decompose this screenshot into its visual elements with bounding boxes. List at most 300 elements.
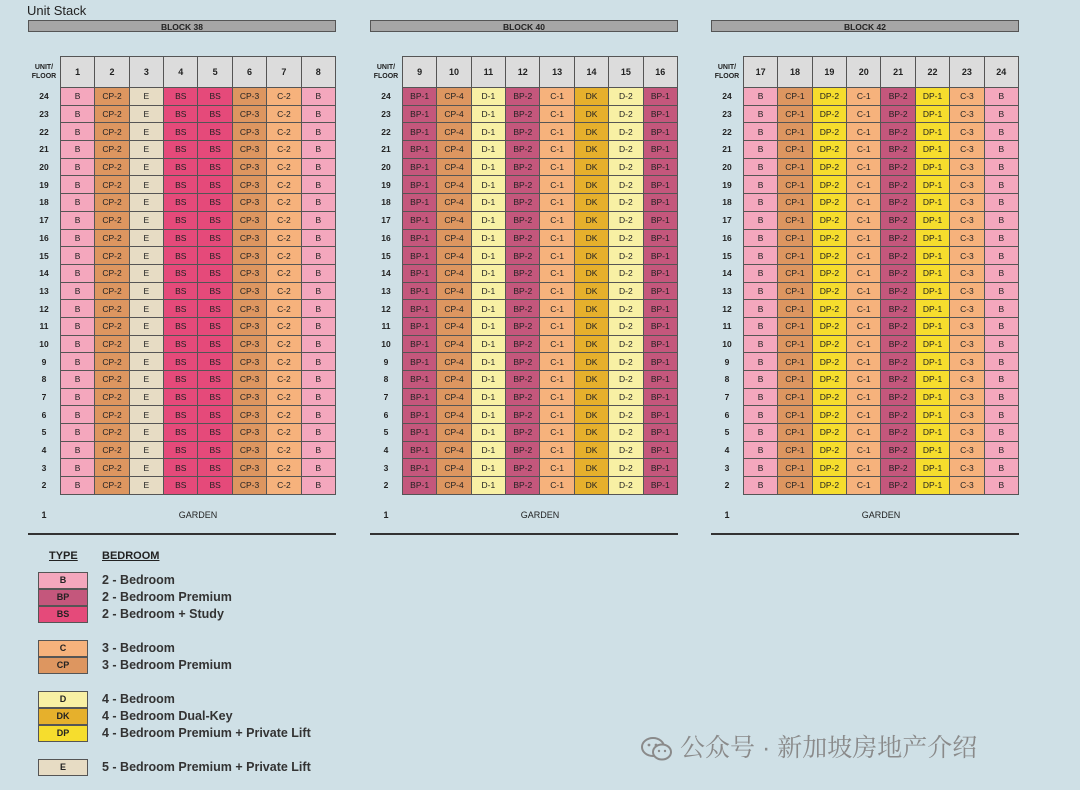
unit-cell: BP-2: [881, 88, 915, 106]
unit-cell: B: [60, 88, 94, 106]
unit-cell: BS: [164, 194, 198, 212]
unit-cell: CP-1: [778, 477, 812, 495]
unit-cell: B: [743, 158, 777, 176]
unit-cell: DK: [574, 141, 608, 159]
unit-cell: D-1: [471, 353, 505, 371]
unit-cell: CP-1: [778, 388, 812, 406]
floor-label: 14: [381, 268, 391, 279]
unit-cell: B: [60, 371, 94, 389]
unit-cell: CP-1: [778, 88, 812, 106]
unit-cell: DK: [574, 229, 608, 247]
unit-cell: CP-4: [437, 247, 471, 265]
floor-label: 4: [41, 445, 47, 456]
unit-cell: C-1: [540, 247, 574, 265]
unit-cell: C-3: [950, 141, 984, 159]
unit-cell: BP-1: [643, 317, 677, 335]
table-row: [711, 406, 1019, 424]
table-row: [370, 247, 678, 265]
unit-cell: B: [60, 335, 94, 353]
unit-cell: BP-1: [643, 141, 677, 159]
unit-cell: B: [984, 264, 1018, 282]
unit-cell: C-1: [847, 335, 881, 353]
floor-label: 5: [383, 427, 389, 438]
unit-cell: CP-2: [95, 282, 129, 300]
floor-label: 23: [722, 109, 732, 120]
unit-cell: B: [60, 300, 94, 318]
table-row: [28, 441, 336, 459]
unit-cell: B: [301, 211, 335, 229]
unit-cell: CP-3: [232, 282, 266, 300]
unit-cell: E: [129, 317, 163, 335]
table-row: [28, 105, 336, 123]
legend-bedroom-header: BEDROOM: [102, 550, 160, 562]
unit-cell: DP-1: [915, 406, 949, 424]
floor-label: 7: [724, 392, 730, 403]
unit-cell: C-1: [540, 123, 574, 141]
unit-cell: D-2: [609, 105, 643, 123]
unit-cell: CP-2: [95, 88, 129, 106]
unit-cell: DP-1: [915, 123, 949, 141]
unit-cell: D-1: [471, 88, 505, 106]
unit-cell: BP-2: [506, 88, 540, 106]
unit-cell: B: [984, 477, 1018, 495]
unit-cell: BP-2: [881, 194, 915, 212]
unit-cell: CP-1: [778, 459, 812, 477]
unit-cell: E: [129, 300, 163, 318]
unit-cell: CP-4: [437, 264, 471, 282]
garden-divider: [711, 533, 1019, 535]
unit-cell: C-1: [540, 194, 574, 212]
table-row: [370, 441, 678, 459]
floor-label: 6: [41, 409, 47, 420]
unit-cell: CP-3: [232, 477, 266, 495]
watermark: [640, 728, 977, 764]
unit-cell: B: [743, 105, 777, 123]
unit-cell: CP-3: [232, 176, 266, 194]
unit-cell: DP-1: [915, 477, 949, 495]
unit-cell: CP-3: [232, 371, 266, 389]
unit-cell: B: [743, 459, 777, 477]
legend-swatch: E: [38, 759, 88, 776]
unit-cell: B: [743, 441, 777, 459]
legend-label: 3 - Bedroom Premium: [102, 658, 232, 672]
unit-cell: E: [129, 406, 163, 424]
unit-cell: CP-1: [778, 441, 812, 459]
unit-cell: BP-2: [506, 424, 540, 442]
unit-cell: CP-3: [232, 441, 266, 459]
unit-cell: B: [301, 300, 335, 318]
table-row: [28, 88, 336, 106]
unit-cell: DK: [574, 388, 608, 406]
block-title: BLOCK 38: [28, 20, 336, 32]
unit-cell: D-2: [609, 247, 643, 265]
table-row: [711, 229, 1019, 247]
unit-cell: BP-1: [402, 406, 436, 424]
unit-cell: C-2: [267, 459, 301, 477]
unit-cell: CP-2: [95, 176, 129, 194]
table-row: [370, 353, 678, 371]
unit-cell: CP-4: [437, 300, 471, 318]
unit-cell: B: [301, 247, 335, 265]
unit-cell: C-2: [267, 88, 301, 106]
unit-cell: BS: [164, 105, 198, 123]
unit-cell: BS: [164, 441, 198, 459]
table-row: [28, 371, 336, 389]
unit-cell: BP-1: [643, 247, 677, 265]
legend-label: 4 - Bedroom: [102, 692, 175, 706]
unit-header: 5: [198, 57, 232, 88]
unit-cell: BS: [164, 388, 198, 406]
unit-cell: B: [301, 158, 335, 176]
unit-cell: BP-1: [402, 264, 436, 282]
unit-cell: BP-2: [506, 335, 540, 353]
unit-cell: C-1: [847, 477, 881, 495]
unit-cell: D-2: [609, 406, 643, 424]
unit-cell: BP-1: [643, 123, 677, 141]
unit-cell: DP-1: [915, 459, 949, 477]
unit-cell: B: [301, 335, 335, 353]
unit-cell: E: [129, 105, 163, 123]
unit-cell: BS: [198, 335, 232, 353]
unit-cell: DP-1: [915, 229, 949, 247]
unit-cell: C-1: [540, 105, 574, 123]
unit-cell: DP-2: [812, 123, 846, 141]
unit-cell: B: [984, 300, 1018, 318]
unit-cell: BS: [198, 459, 232, 477]
unit-floor-header: [370, 57, 402, 88]
unit-cell: BS: [198, 141, 232, 159]
unit-cell: B: [60, 317, 94, 335]
unit-cell: B: [60, 211, 94, 229]
unit-cell: B: [60, 282, 94, 300]
unit-cell: DP-2: [812, 300, 846, 318]
unit-cell: DK: [574, 300, 608, 318]
unit-cell: CP-4: [437, 123, 471, 141]
unit-cell: B: [743, 353, 777, 371]
table-row: [711, 123, 1019, 141]
unit-cell: CP-4: [437, 176, 471, 194]
legend-type-header: TYPE: [49, 550, 78, 562]
unit-cell: DP-1: [915, 247, 949, 265]
table-row: [370, 141, 678, 159]
unit-cell: CP-4: [437, 105, 471, 123]
floor-label: 8: [383, 374, 389, 385]
unit-cell: CP-2: [95, 317, 129, 335]
floor-label: 11: [39, 321, 49, 332]
unit-cell: D-2: [609, 441, 643, 459]
unit-header: 8: [301, 57, 335, 88]
unit-floor-header-line: UNIT/: [34, 64, 54, 71]
unit-cell: DP-2: [812, 88, 846, 106]
unit-cell: D-2: [609, 88, 643, 106]
unit-cell: BP-2: [506, 211, 540, 229]
table-row: [711, 335, 1019, 353]
unit-cell: DP-1: [915, 388, 949, 406]
unit-cell: B: [301, 424, 335, 442]
unit-cell: D-2: [609, 211, 643, 229]
unit-cell: C-3: [950, 317, 984, 335]
unit-cell: B: [984, 371, 1018, 389]
floor-label: 10: [722, 338, 732, 349]
unit-cell: C-1: [540, 300, 574, 318]
table-row: [711, 211, 1019, 229]
unit-cell: C-3: [950, 388, 984, 406]
unit-cell: BP-2: [506, 264, 540, 282]
table-row: [28, 388, 336, 406]
unit-cell: BP-1: [402, 371, 436, 389]
unit-cell: CP-2: [95, 459, 129, 477]
unit-cell: B: [984, 441, 1018, 459]
unit-cell: CP-3: [232, 317, 266, 335]
floor-label: 4: [383, 445, 389, 456]
unit-cell: D-2: [609, 194, 643, 212]
unit-cell: BP-2: [881, 459, 915, 477]
unit-cell: BP-2: [506, 194, 540, 212]
unit-cell: C-1: [540, 229, 574, 247]
unit-cell: C-3: [950, 264, 984, 282]
unit-cell: BS: [164, 123, 198, 141]
unit-cell: B: [984, 229, 1018, 247]
garden-label: GARDEN: [178, 510, 218, 520]
unit-cell: BP-2: [881, 441, 915, 459]
floor-label: 2: [41, 480, 47, 491]
unit-cell: D-1: [471, 229, 505, 247]
unit-cell: C-1: [847, 88, 881, 106]
unit-cell: CP-4: [437, 211, 471, 229]
unit-cell: D-2: [609, 123, 643, 141]
unit-cell: BP-2: [506, 353, 540, 371]
floor-label: 3: [41, 462, 47, 473]
unit-cell: B: [984, 459, 1018, 477]
unit-cell: DP-1: [915, 211, 949, 229]
unit-cell: E: [129, 211, 163, 229]
unit-cell: B: [984, 247, 1018, 265]
unit-cell: B: [301, 441, 335, 459]
unit-cell: B: [60, 176, 94, 194]
unit-cell: CP-4: [437, 477, 471, 495]
unit-cell: B: [301, 141, 335, 159]
unit-cell: C-3: [950, 123, 984, 141]
unit-cell: DK: [574, 477, 608, 495]
unit-cell: C-3: [950, 176, 984, 194]
unit-cell: C-1: [847, 247, 881, 265]
unit-cell: C-3: [950, 424, 984, 442]
unit-cell: C-2: [267, 371, 301, 389]
unit-cell: B: [60, 388, 94, 406]
unit-cell: B: [984, 105, 1018, 123]
unit-cell: C-1: [847, 371, 881, 389]
unit-cell: BS: [164, 424, 198, 442]
unit-cell: BS: [164, 300, 198, 318]
table-row: [711, 176, 1019, 194]
legend-swatch: BS: [38, 606, 88, 623]
unit-cell: B: [301, 194, 335, 212]
unit-cell: CP-1: [778, 211, 812, 229]
table-row: [370, 229, 678, 247]
table-row: [370, 424, 678, 442]
unit-cell: CP-4: [437, 88, 471, 106]
unit-cell: DK: [574, 424, 608, 442]
unit-cell: BP-2: [881, 247, 915, 265]
unit-cell: DP-2: [812, 247, 846, 265]
unit-cell: D-1: [471, 406, 505, 424]
unit-cell: C-1: [540, 158, 574, 176]
unit-floor-header-line: FLOOR: [373, 73, 399, 80]
unit-cell: CP-4: [437, 317, 471, 335]
unit-cell: BP-2: [881, 264, 915, 282]
floor-label: 22: [722, 126, 732, 137]
unit-cell: DP-1: [915, 335, 949, 353]
unit-cell: DP-2: [812, 141, 846, 159]
unit-cell: BS: [198, 105, 232, 123]
unit-cell: B: [743, 406, 777, 424]
unit-cell: B: [60, 406, 94, 424]
unit-cell: BS: [198, 388, 232, 406]
unit-cell: C-1: [847, 211, 881, 229]
floor-label: 24: [722, 91, 732, 102]
unit-header: 15: [609, 57, 643, 88]
floor-label: 10: [39, 338, 49, 349]
unit-cell: DP-2: [812, 353, 846, 371]
unit-cell: CP-3: [232, 335, 266, 353]
unit-cell: C-3: [950, 406, 984, 424]
unit-cell: BP-2: [881, 317, 915, 335]
unit-cell: E: [129, 194, 163, 212]
unit-cell: CP-2: [95, 158, 129, 176]
unit-cell: BP-1: [643, 211, 677, 229]
floor-label: 6: [724, 409, 730, 420]
unit-cell: BP-2: [881, 282, 915, 300]
unit-cell: DK: [574, 441, 608, 459]
unit-cell: D-1: [471, 141, 505, 159]
unit-cell: E: [129, 176, 163, 194]
unit-cell: CP-3: [232, 459, 266, 477]
table-row: [28, 229, 336, 247]
floor-label: 12: [39, 303, 49, 314]
unit-cell: C-1: [540, 477, 574, 495]
unit-cell: C-1: [540, 264, 574, 282]
unit-cell: DP-1: [915, 141, 949, 159]
unit-cell: D-1: [471, 477, 505, 495]
unit-cell: B: [743, 229, 777, 247]
unit-cell: C-1: [847, 194, 881, 212]
floor-label: 20: [381, 162, 391, 173]
unit-cell: B: [743, 282, 777, 300]
unit-cell: BS: [164, 353, 198, 371]
unit-cell: BP-1: [643, 424, 677, 442]
unit-cell: CP-2: [95, 335, 129, 353]
unit-cell: C-1: [847, 317, 881, 335]
unit-cell: CP-2: [95, 247, 129, 265]
unit-floor-header-line: FLOOR: [31, 73, 57, 80]
unit-cell: C-1: [540, 406, 574, 424]
unit-cell: CP-4: [437, 388, 471, 406]
unit-floor-header: [711, 57, 743, 88]
unit-cell: BS: [198, 264, 232, 282]
unit-cell: CP-1: [778, 229, 812, 247]
unit-cell: E: [129, 388, 163, 406]
unit-cell: C-1: [847, 123, 881, 141]
unit-cell: D-2: [609, 424, 643, 442]
unit-cell: BS: [198, 211, 232, 229]
floor-label: 17: [722, 215, 732, 226]
unit-cell: D-1: [471, 459, 505, 477]
floor-label: 3: [724, 462, 730, 473]
unit-cell: B: [984, 424, 1018, 442]
floor-label: 15: [39, 250, 49, 261]
unit-cell: B: [743, 388, 777, 406]
garden-floor-label: 1: [383, 510, 389, 520]
unit-cell: D-2: [609, 388, 643, 406]
unit-cell: DP-1: [915, 441, 949, 459]
unit-cell: CP-1: [778, 158, 812, 176]
legend-label: 4 - Bedroom Premium + Private Lift: [102, 726, 311, 740]
block-title: BLOCK 42: [711, 20, 1019, 32]
unit-cell: E: [129, 424, 163, 442]
floor-label: 18: [381, 197, 391, 208]
unit-cell: B: [301, 282, 335, 300]
table-row: [370, 282, 678, 300]
unit-cell: C-2: [267, 335, 301, 353]
unit-cell: BS: [164, 335, 198, 353]
unit-cell: C-1: [540, 335, 574, 353]
unit-floor-header-line: UNIT/: [376, 64, 396, 71]
unit-cell: BS: [164, 371, 198, 389]
unit-cell: BS: [164, 282, 198, 300]
unit-cell: CP-4: [437, 406, 471, 424]
unit-cell: BS: [198, 406, 232, 424]
garden-label: GARDEN: [861, 510, 901, 520]
unit-cell: BS: [198, 300, 232, 318]
unit-cell: CP-2: [95, 264, 129, 282]
unit-cell: D-1: [471, 158, 505, 176]
unit-cell: B: [301, 264, 335, 282]
unit-cell: BS: [164, 176, 198, 194]
unit-cell: D-2: [609, 300, 643, 318]
unit-cell: B: [984, 211, 1018, 229]
table-row: [28, 141, 336, 159]
unit-cell: CP-1: [778, 141, 812, 159]
unit-header: 6: [232, 57, 266, 88]
unit-cell: C-2: [267, 158, 301, 176]
unit-cell: BP-1: [402, 229, 436, 247]
unit-header: 18: [778, 57, 812, 88]
unit-cell: C-2: [267, 211, 301, 229]
unit-cell: B: [743, 88, 777, 106]
unit-cell: C-3: [950, 477, 984, 495]
unit-cell: B: [60, 264, 94, 282]
table-row: [711, 141, 1019, 159]
unit-cell: CP-4: [437, 282, 471, 300]
unit-cell: C-1: [847, 105, 881, 123]
table-row: [711, 441, 1019, 459]
unit-cell: D-2: [609, 264, 643, 282]
unit-cell: DP-2: [812, 264, 846, 282]
unit-cell: B: [743, 371, 777, 389]
unit-cell: CP-2: [95, 424, 129, 442]
unit-cell: DP-2: [812, 477, 846, 495]
unit-cell: B: [743, 176, 777, 194]
unit-cell: BP-2: [881, 335, 915, 353]
unit-cell: C-2: [267, 141, 301, 159]
unit-cell: DP-1: [915, 264, 949, 282]
unit-cell: C-1: [847, 424, 881, 442]
floor-label: 2: [724, 480, 730, 491]
block-0: [28, 20, 336, 520]
wechat-icon: [640, 736, 674, 762]
floor-label: 22: [39, 126, 49, 137]
unit-cell: C-1: [540, 371, 574, 389]
